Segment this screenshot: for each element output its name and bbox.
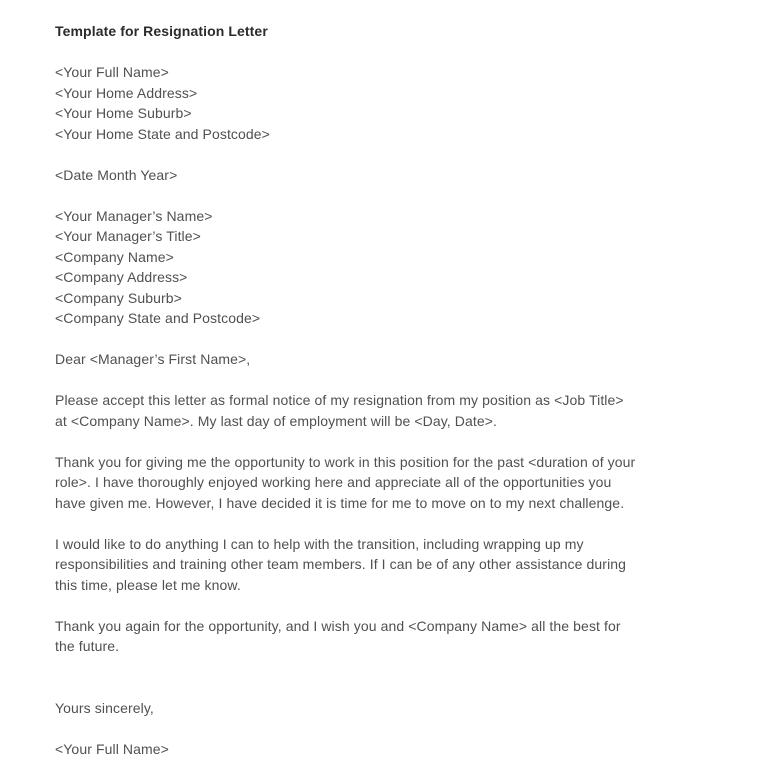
- paragraph-line: Thank you for giving me the opportunity to work in this position for the past <duration of your: [55, 453, 636, 470]
- resignation-letter-template: [55, 21, 728, 758]
- sender-name-line: <Your Full Name>: [55, 64, 169, 80]
- paragraph-line: have given me. However, I have decided it is time for me to move on to my next challenge.: [55, 494, 625, 511]
- sender-address-block: [55, 62, 728, 144]
- company-state-postcode-line: <Company State and Postcode>: [55, 310, 261, 326]
- recipient-address-block: [55, 206, 728, 329]
- company-address-line: <Company Address>: [55, 269, 188, 285]
- sender-state-postcode-line: <Your Home State and Postcode>: [55, 125, 270, 142]
- closing-line: Yours sincerely,: [55, 699, 154, 716]
- paragraph-line: this time, please let me know.: [55, 576, 241, 593]
- paragraph-line: I would like to do anything I can to help with the transition, including wrapping up my: [55, 535, 584, 552]
- date-line: <Date Month Year>: [55, 166, 178, 183]
- document-title: Template for Resignation Letter: [55, 23, 268, 39]
- sender-address-line: <Your Home Address>: [55, 84, 198, 101]
- paragraph-line: role>. I have thoroughly enjoyed working here and appreciate all of the opportunities you: [55, 474, 612, 490]
- paragraph-line: Please accept this letter as formal notice of my resignation from my position as <Job Title>: [55, 392, 624, 408]
- paragraph-resignation-notice: [55, 390, 728, 431]
- manager-title-line: <Your Manager’s Title>: [55, 228, 201, 244]
- salutation: Dear <Manager’s First Name>,: [55, 351, 251, 367]
- signature-line: <Your Full Name>: [55, 740, 169, 757]
- paragraph-line: the future.: [55, 638, 120, 654]
- paragraph-well-wishes: [55, 616, 728, 657]
- paragraph-transition-help: [55, 534, 728, 596]
- sender-suburb-line: <Your Home Suburb>: [55, 105, 192, 121]
- paragraph-line: responsibilities and training other team members. If I can be of any other assistance during: [55, 556, 627, 572]
- manager-name-line: <Your Manager’s Name>: [55, 207, 213, 224]
- company-suburb-line: <Company Suburb>: [55, 289, 182, 306]
- paragraph-line: at <Company Name>. My last day of employment will be <Day, Date>.: [55, 412, 497, 429]
- paragraph-gratitude: [55, 452, 728, 514]
- company-name-line: <Company Name>: [55, 248, 174, 265]
- paragraph-line: Thank you again for the opportunity, and I wish you and <Company Name> all the best for: [55, 617, 621, 634]
